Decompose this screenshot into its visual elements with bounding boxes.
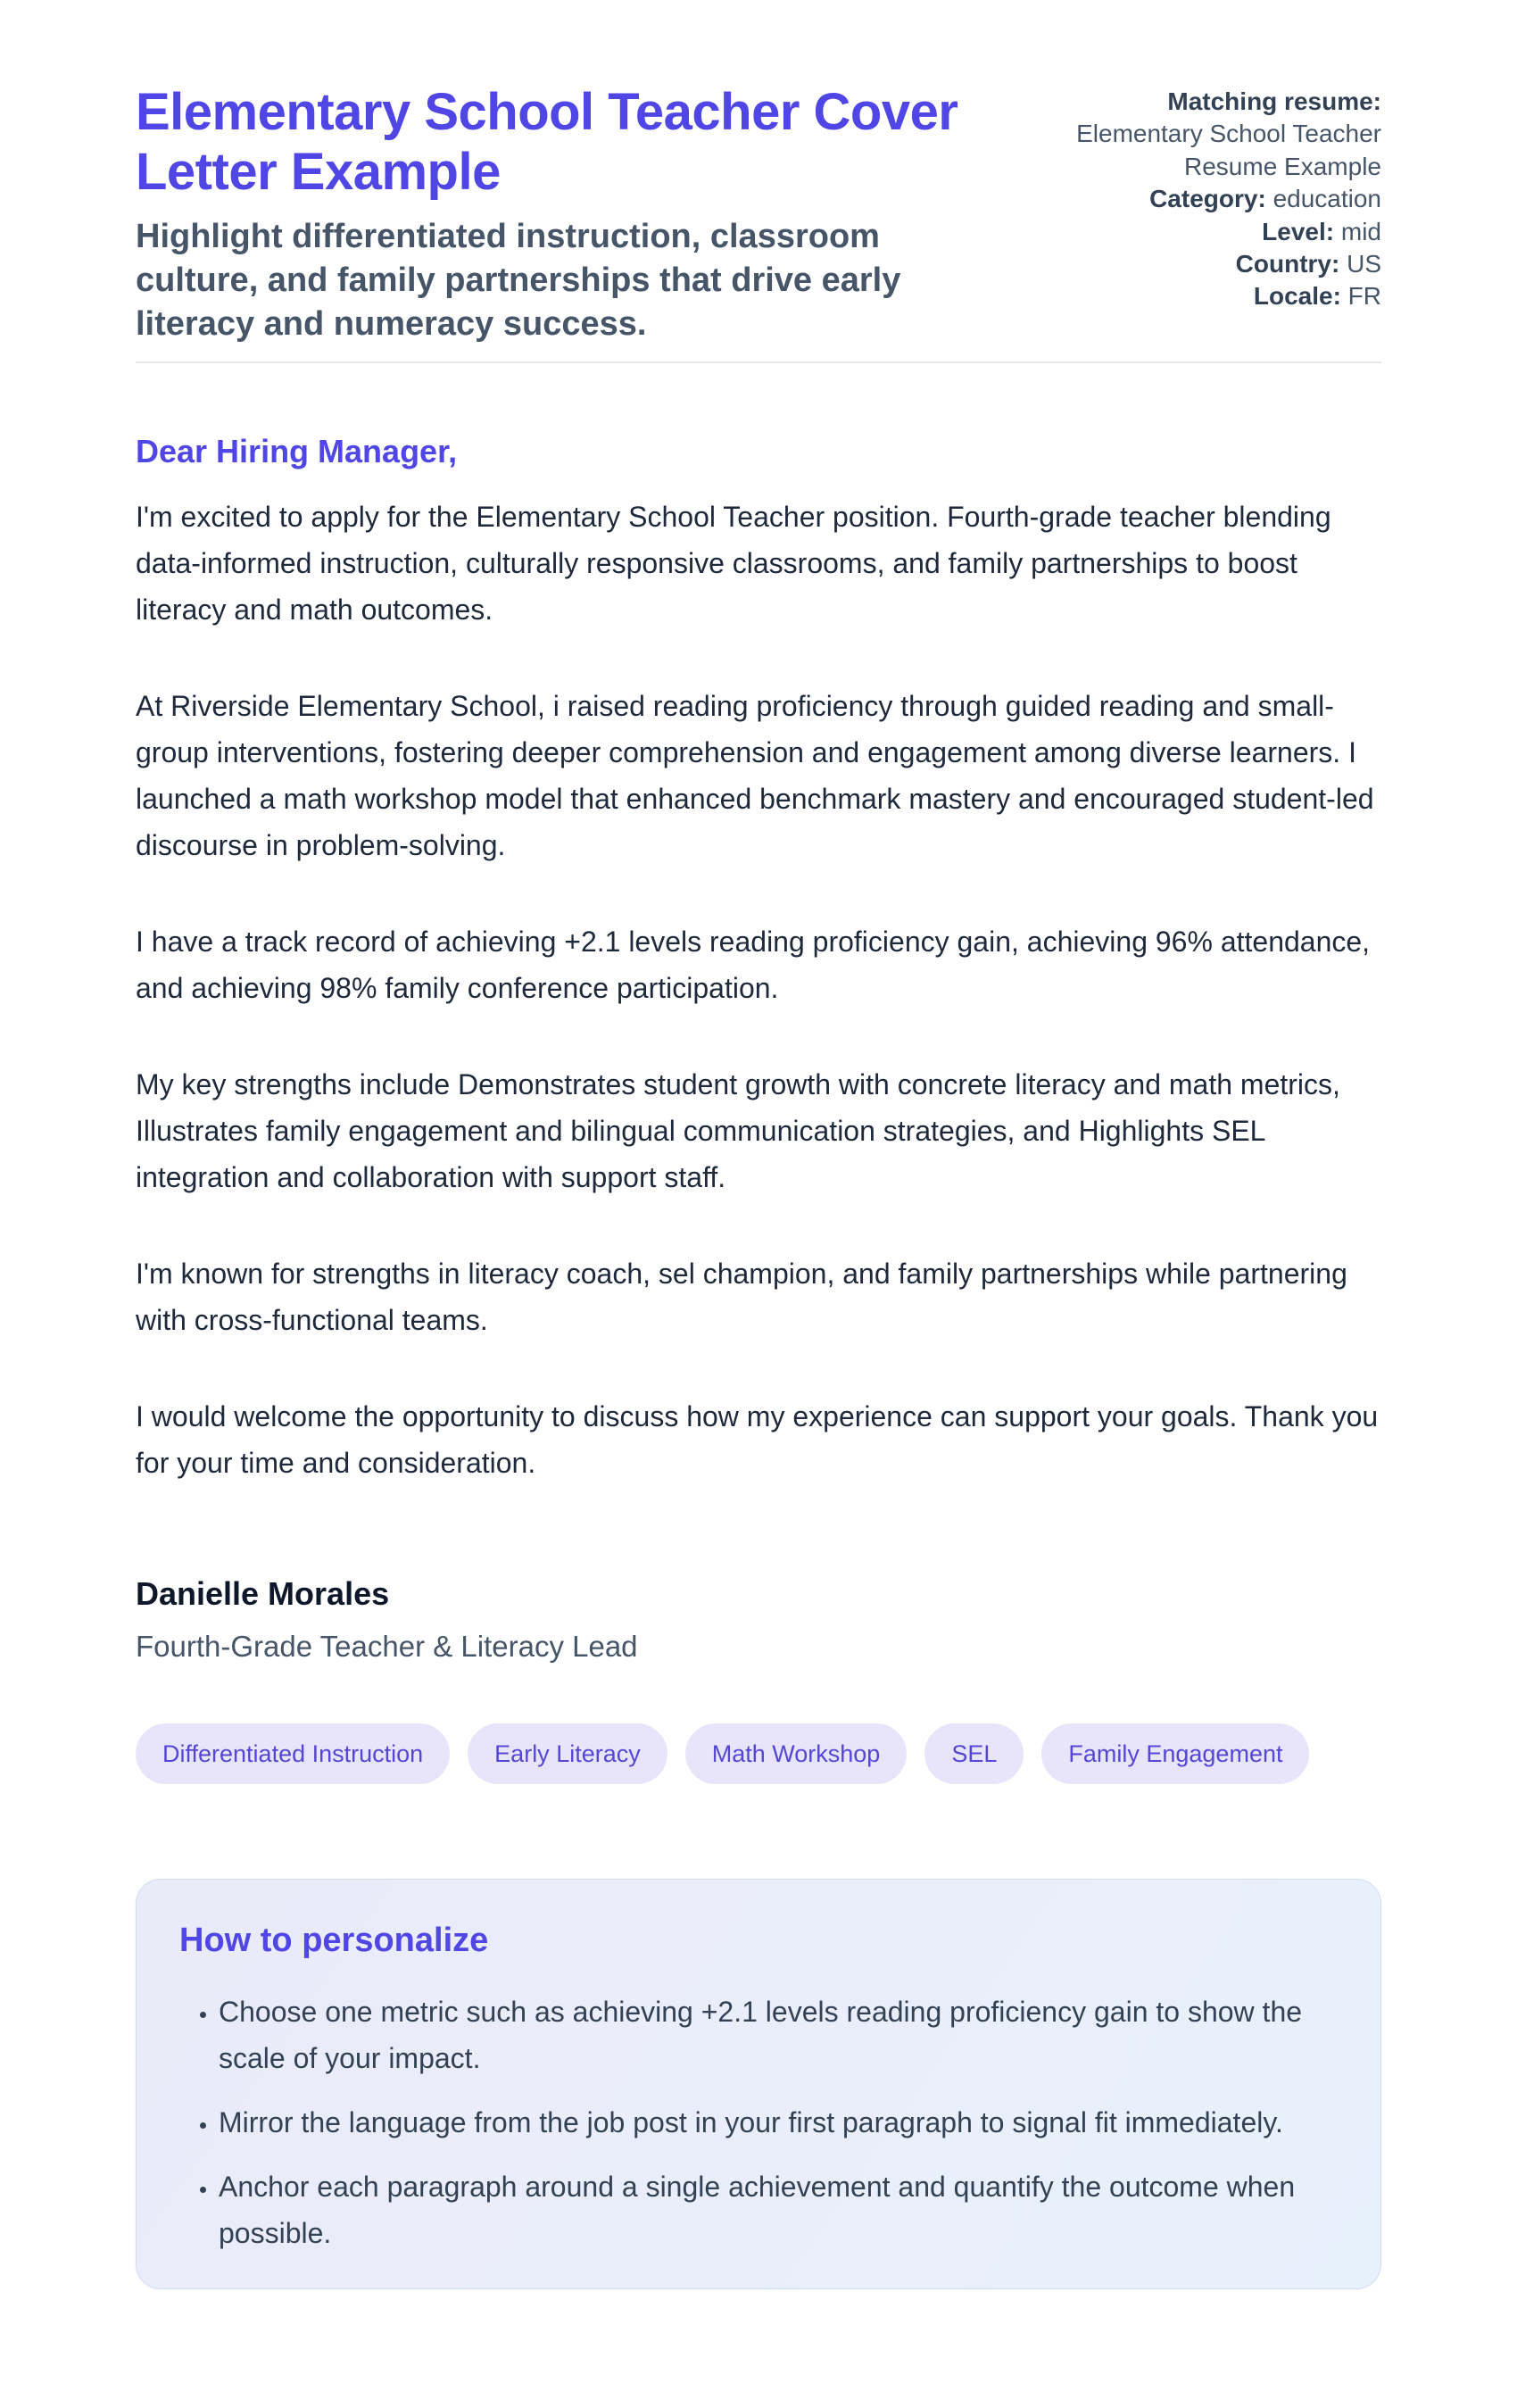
resume-meta-block xyxy=(1074,82,1381,313)
signature-role: Fourth-Grade Teacher & Literacy Lead xyxy=(136,1630,638,1664)
matching-resume-label: Matching resume: xyxy=(1167,87,1381,115)
meta-category xyxy=(1074,183,1381,215)
matching-resume-link[interactable]: Elementary School Teacher Resume Example xyxy=(1076,120,1381,180)
letter-paragraph: At Riverside Elementary School, i raised reading proficiency through guided reading and small-group interventions, fostering deeper comprehension and engagement among diverse learners. I launched a math workshop model that enhanced benchmark mastery and encouraged student-led discourse in problem-solving. xyxy=(136,690,1374,862)
tag-sel[interactable]: SEL xyxy=(924,1723,1024,1784)
letter-paragraph: My key strengths include Demonstrates student growth with concrete literacy and math metrics, Illustrates family engagement and bilingual communication strategies, and Highlights SEL integration and collaboration with support staff. xyxy=(136,1068,1340,1194)
letter-greeting: Dear Hiring Manager, xyxy=(136,432,458,469)
keyword-tags xyxy=(136,1723,1381,1784)
letter-paragraph: I have a track record of achieving +2.1 levels reading proficiency gain, achieving 96% attendance, and achieving 98% family conference participation. xyxy=(136,926,1371,1005)
personalize-bullet: • Mirror the language from the job post in your first paragraph to signal fit immediately. xyxy=(219,2099,1338,2146)
category-label: Category: xyxy=(1149,185,1266,213)
category-value: education xyxy=(1272,185,1381,213)
meta-level xyxy=(1074,216,1381,248)
personalize-title: How to personalize xyxy=(179,1922,489,1960)
country-label: Country: xyxy=(1235,249,1340,278)
personalize-card xyxy=(136,1879,1381,2288)
header-divider xyxy=(136,361,1381,363)
personalize-bullet: • Choose one metric such as achieving +2.1 levels reading proficiency gain to show the scale of your impact. xyxy=(219,1989,1338,2081)
cover-letter-body xyxy=(136,429,1381,1669)
letter-paragraph: I would welcome the opportunity to discuss how my experience can support your goals. Thank you for your time and consideration. xyxy=(136,1400,1379,1480)
tag-early-literacy[interactable]: Early Literacy xyxy=(468,1723,667,1784)
country-value: US xyxy=(1347,249,1381,278)
meta-matching-resume xyxy=(1074,86,1381,183)
letter-paragraph: I'm excited to apply for the Elementary School Teacher position. Fourth-grade teacher blending data-informed instruction, culturally responsive classrooms, and family partnerships to boost literacy and math outcomes. xyxy=(136,501,1331,627)
level-label: Level: xyxy=(1262,217,1335,245)
header-title-block xyxy=(136,82,1010,347)
locale-label: Locale: xyxy=(1253,282,1341,311)
locale-value: FR xyxy=(1347,282,1381,311)
personalize-list xyxy=(179,1989,1338,2256)
page-subtitle: Highlight differentiated instruction, classroom culture, and family partnerships that drive early literacy and numeracy success. xyxy=(136,217,901,344)
page-title: Elementary School Teacher Cover Letter Example xyxy=(136,83,958,202)
meta-country xyxy=(1074,248,1381,280)
tag-math-workshop[interactable]: Math Workshop xyxy=(685,1723,908,1784)
personalize-bullet: • Anchor each paragraph around a single achievement and quantify the outcome when possible. xyxy=(219,2163,1338,2256)
letter-paragraph: I'm known for strengths in literacy coach, sel champion, and family partnerships while partnering with cross-functional teams. xyxy=(136,1258,1347,1337)
tag-differentiated-instruction[interactable]: Differentiated Instruction xyxy=(136,1723,450,1784)
page-header xyxy=(136,82,1381,347)
signature-name: Danielle Morales xyxy=(136,1575,390,1613)
meta-locale xyxy=(1074,280,1381,312)
level-value: mid xyxy=(1340,217,1381,245)
tag-family-engagement[interactable]: Family Engagement xyxy=(1041,1723,1309,1784)
